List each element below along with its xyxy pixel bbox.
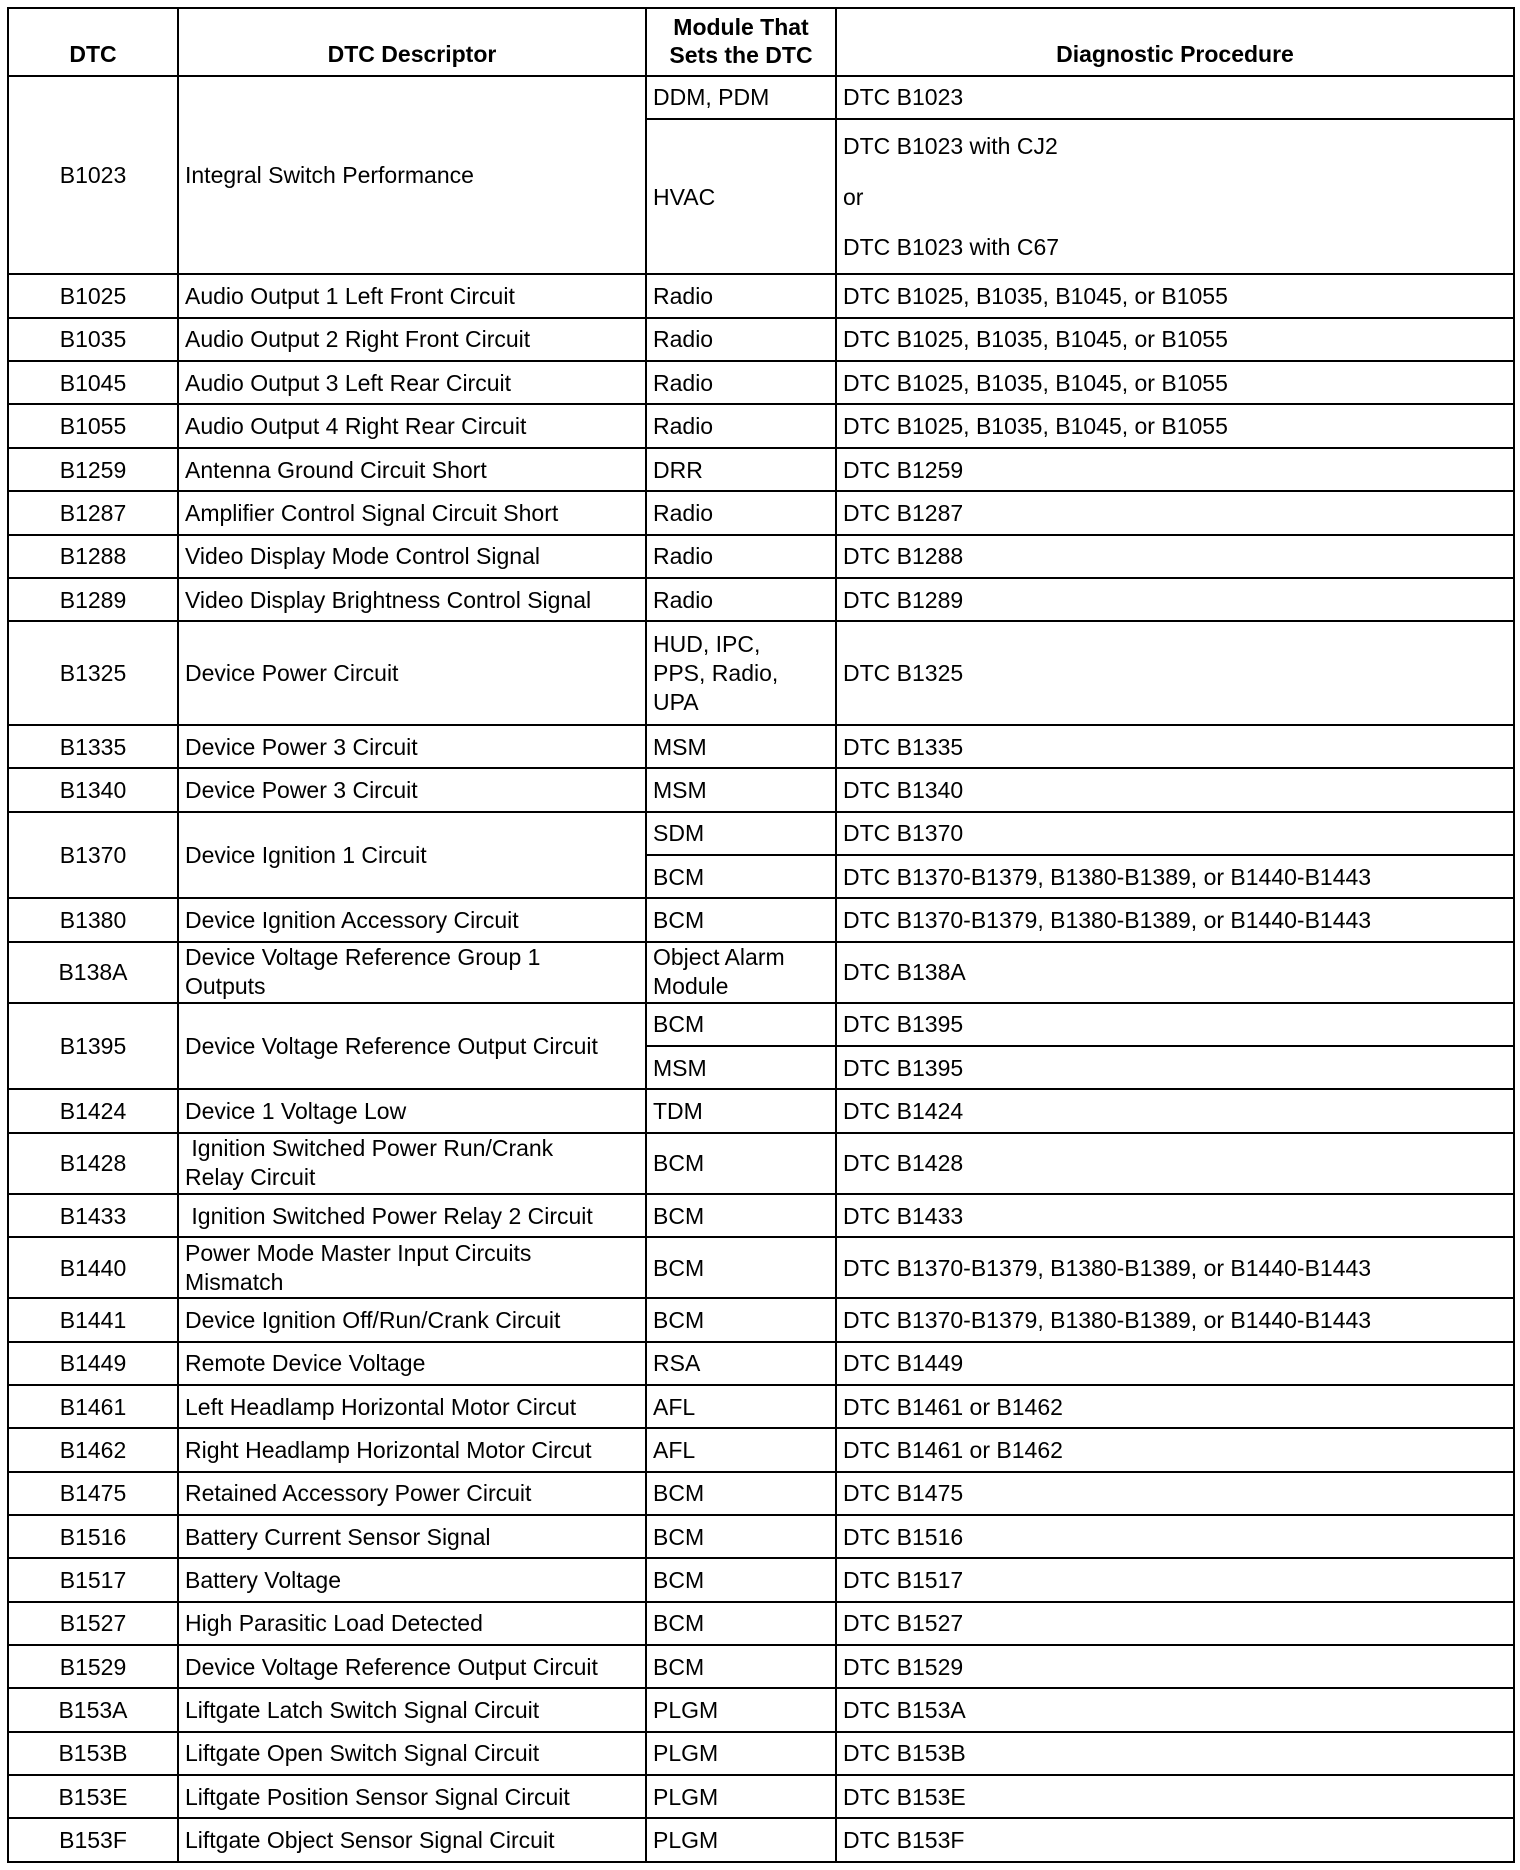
diagnostic-procedure: DTC B1424: [836, 1089, 1514, 1132]
module-name: AFL: [646, 1385, 836, 1428]
dtc-descriptor: Audio Output 1 Left Front Circuit: [178, 274, 646, 317]
dtc-descriptor-line: Ignition Switched Power Run/Crank: [185, 1135, 554, 1162]
diagnostic-procedure: DTC B1025, B1035, B1045, or B1055: [836, 404, 1514, 447]
procedure-line: DTC B1023 with C67: [843, 233, 1060, 260]
dtc-code: B1045: [8, 361, 178, 404]
dtc-descriptor: Audio Output 3 Left Rear Circuit: [178, 361, 646, 404]
module-name: BCM: [646, 855, 836, 898]
dtc-descriptor: Battery Voltage: [178, 1558, 646, 1601]
dtc-descriptor: Device Voltage Reference Output Circuit: [178, 1003, 646, 1090]
dtc-descriptor: [178, 942, 646, 1003]
dtc-descriptor: Device 1 Voltage Low: [178, 1089, 646, 1132]
table-row: [8, 1602, 1514, 1645]
table-row: [8, 76, 1514, 119]
module-name: Radio: [646, 318, 836, 361]
dtc-descriptor-line: Relay Circuit: [185, 1164, 316, 1191]
dtc-code: B1035: [8, 318, 178, 361]
table-row: [8, 1385, 1514, 1428]
module-name: BCM: [646, 1237, 836, 1298]
dtc-code: B153F: [8, 1818, 178, 1862]
table-row: [8, 1688, 1514, 1731]
table-row: [8, 1342, 1514, 1385]
module-name-line: Object Alarm: [653, 944, 785, 971]
dtc-code: B153A: [8, 1688, 178, 1731]
module-name: DRR: [646, 448, 836, 491]
header-procedure: Diagnostic Procedure: [836, 8, 1514, 76]
dtc-code: B1055: [8, 404, 178, 447]
dtc-code: B1462: [8, 1428, 178, 1471]
module-name: BCM: [646, 898, 836, 941]
dtc-descriptor: Device Power 3 Circuit: [178, 725, 646, 768]
dtc-code: B1475: [8, 1472, 178, 1515]
table-row: [8, 1133, 1514, 1194]
diagnostic-procedure: DTC B1395: [836, 1003, 1514, 1046]
dtc-code: B1023: [8, 76, 178, 274]
module-name: BCM: [646, 1645, 836, 1688]
table-row: [8, 361, 1514, 404]
module-name: Radio: [646, 361, 836, 404]
module-name: TDM: [646, 1089, 836, 1132]
dtc-descriptor: Video Display Brightness Control Signal: [178, 578, 646, 621]
dtc-descriptor: Device Ignition Off/Run/Crank Circuit: [178, 1298, 646, 1341]
dtc-descriptor: Device Voltage Reference Output Circuit: [178, 1645, 646, 1688]
dtc-descriptor: [178, 1133, 646, 1194]
diagnostic-procedure: DTC B1527: [836, 1602, 1514, 1645]
module-name-line: PPS, Radio,: [653, 659, 779, 686]
table-row: [8, 768, 1514, 811]
dtc-code: B1424: [8, 1089, 178, 1132]
module-name: DDM, PDM: [646, 76, 836, 119]
table-row: [8, 1558, 1514, 1601]
dtc-code: B138A: [8, 942, 178, 1003]
module-name-line: HUD, IPC,: [653, 630, 761, 657]
table-row: [8, 404, 1514, 447]
diagnostic-procedure: DTC B1289: [836, 578, 1514, 621]
diagnostic-procedure: DTC B1325: [836, 621, 1514, 725]
header-module-line1: Module That: [673, 14, 809, 40]
diagnostic-procedure: DTC B1370-B1379, B1380-B1389, or B1440-B1443: [836, 898, 1514, 941]
dtc-code: B1433: [8, 1194, 178, 1237]
dtc-descriptor-line: Outputs: [185, 973, 266, 1000]
table-row: [8, 1194, 1514, 1237]
diagnostic-procedure: DTC B1335: [836, 725, 1514, 768]
diagnostic-procedure: DTC B1428: [836, 1133, 1514, 1194]
dtc-code: B1449: [8, 1342, 178, 1385]
module-name: SDM: [646, 812, 836, 855]
diagnostic-procedure: DTC B153F: [836, 1818, 1514, 1862]
module-name: [646, 942, 836, 1003]
dtc-code: B1428: [8, 1133, 178, 1194]
diagnostic-procedure: DTC B1529: [836, 1645, 1514, 1688]
diagnostic-procedure: DTC B1288: [836, 535, 1514, 578]
module-name: RSA: [646, 1342, 836, 1385]
diagnostic-procedure: DTC B1517: [836, 1558, 1514, 1601]
dtc-descriptor: Audio Output 2 Right Front Circuit: [178, 318, 646, 361]
table-row: [8, 1732, 1514, 1775]
dtc-descriptor: Liftgate Position Sensor Signal Circuit: [178, 1775, 646, 1818]
dtc-descriptor: Antenna Ground Circuit Short: [178, 448, 646, 491]
dtc-code: B1288: [8, 535, 178, 578]
header-module-line2: Sets the DTC: [669, 42, 813, 68]
diagnostic-procedure: DTC B1340: [836, 768, 1514, 811]
module-name: BCM: [646, 1602, 836, 1645]
table-row: [8, 448, 1514, 491]
module-name: PLGM: [646, 1688, 836, 1731]
module-name: BCM: [646, 1003, 836, 1046]
table-row: [8, 318, 1514, 361]
dtc-descriptor: Liftgate Open Switch Signal Circuit: [178, 1732, 646, 1775]
dtc-descriptor: Video Display Mode Control Signal: [178, 535, 646, 578]
dtc-code: B1440: [8, 1237, 178, 1298]
dtc-descriptor: Left Headlamp Horizontal Motor Circut: [178, 1385, 646, 1428]
diagnostic-procedure: DTC B1025, B1035, B1045, or B1055: [836, 361, 1514, 404]
table-row: [8, 1515, 1514, 1558]
dtc-code: B1461: [8, 1385, 178, 1428]
dtc-table: [7, 7, 1515, 1863]
diagnostic-procedure: DTC B1023: [836, 76, 1514, 119]
table-row: [8, 1645, 1514, 1688]
module-name-line: Module: [653, 973, 729, 1000]
header-dtc: DTC: [8, 8, 178, 76]
header-descriptor: DTC Descriptor: [178, 8, 646, 76]
diagnostic-procedure: DTC B153A: [836, 1688, 1514, 1731]
dtc-code: B1340: [8, 768, 178, 811]
table-row: [8, 1089, 1514, 1132]
dtc-code: B1335: [8, 725, 178, 768]
dtc-descriptor: Device Ignition Accessory Circuit: [178, 898, 646, 941]
dtc-descriptor: High Parasitic Load Detected: [178, 1602, 646, 1645]
dtc-code: B153B: [8, 1732, 178, 1775]
dtc-code: B1287: [8, 491, 178, 534]
dtc-code: B1380: [8, 898, 178, 941]
table-row: [8, 535, 1514, 578]
table-row: [8, 1237, 1514, 1298]
table-row: [8, 1428, 1514, 1471]
module-name: PLGM: [646, 1775, 836, 1818]
dtc-code: B153E: [8, 1775, 178, 1818]
dtc-descriptor: Audio Output 4 Right Rear Circuit: [178, 404, 646, 447]
module-name: AFL: [646, 1428, 836, 1471]
module-name: [646, 621, 836, 725]
dtc-code: B1325: [8, 621, 178, 725]
module-name-line: UPA: [653, 688, 699, 715]
diagnostic-procedure: DTC B1449: [836, 1342, 1514, 1385]
diagnostic-procedure: DTC B1370-B1379, B1380-B1389, or B1440-B1443: [836, 855, 1514, 898]
dtc-code: B1370: [8, 812, 178, 899]
table-row: [8, 898, 1514, 941]
dtc-descriptor: Liftgate Latch Switch Signal Circuit: [178, 1688, 646, 1731]
module-name: Radio: [646, 535, 836, 578]
dtc-descriptor-line: Device Voltage Reference Group 1: [185, 944, 541, 971]
dtc-descriptor-line: Power Mode Master Input Circuits: [185, 1239, 532, 1266]
table-body: [8, 76, 1514, 1862]
module-name: BCM: [646, 1194, 836, 1237]
dtc-descriptor: Ignition Switched Power Relay 2 Circuit: [178, 1194, 646, 1237]
dtc-descriptor: Integral Switch Performance: [178, 76, 646, 274]
module-name: HVAC: [646, 119, 836, 275]
diagnostic-procedure: DTC B1370: [836, 812, 1514, 855]
diagnostic-procedure: DTC B1433: [836, 1194, 1514, 1237]
dtc-descriptor: Battery Current Sensor Signal: [178, 1515, 646, 1558]
table-row: [8, 1003, 1514, 1046]
dtc-descriptor: [178, 1237, 646, 1298]
dtc-code: B1025: [8, 274, 178, 317]
dtc-code: B1527: [8, 1602, 178, 1645]
module-name: BCM: [646, 1298, 836, 1341]
dtc-descriptor: Liftgate Object Sensor Signal Circuit: [178, 1818, 646, 1862]
procedure-line: or: [843, 183, 864, 210]
table-row: [8, 274, 1514, 317]
dtc-descriptor: Device Power 3 Circuit: [178, 768, 646, 811]
dtc-code: B1516: [8, 1515, 178, 1558]
module-name: Radio: [646, 274, 836, 317]
table-row: [8, 1818, 1514, 1862]
diagnostic-procedure: DTC B1370-B1379, B1380-B1389, or B1440-B1443: [836, 1298, 1514, 1341]
module-name: MSM: [646, 768, 836, 811]
table-row: [8, 1472, 1514, 1515]
dtc-code: B1529: [8, 1645, 178, 1688]
table-row: [8, 1775, 1514, 1818]
table-row: [8, 578, 1514, 621]
diagnostic-procedure: DTC B1259: [836, 448, 1514, 491]
dtc-descriptor-line: Mismatch: [185, 1268, 284, 1295]
module-name: BCM: [646, 1472, 836, 1515]
table-row: [8, 812, 1514, 855]
diagnostic-procedure: DTC B1516: [836, 1515, 1514, 1558]
module-name: Radio: [646, 404, 836, 447]
module-name: PLGM: [646, 1818, 836, 1862]
diagnostic-procedure: DTC B138A: [836, 942, 1514, 1003]
dtc-code: B1259: [8, 448, 178, 491]
diagnostic-procedure: DTC B1461 or B1462: [836, 1385, 1514, 1428]
dtc-descriptor: Device Power Circuit: [178, 621, 646, 725]
dtc-code: B1289: [8, 578, 178, 621]
module-name: Radio: [646, 491, 836, 534]
dtc-descriptor: Right Headlamp Horizontal Motor Circut: [178, 1428, 646, 1471]
dtc-descriptor: Retained Accessory Power Circuit: [178, 1472, 646, 1515]
diagnostic-procedure: DTC B1370-B1379, B1380-B1389, or B1440-B1443: [836, 1237, 1514, 1298]
diagnostic-procedure: DTC B1025, B1035, B1045, or B1055: [836, 318, 1514, 361]
header-row: [8, 8, 1514, 76]
diagnostic-procedure: [836, 119, 1514, 275]
diagnostic-procedure: DTC B1287: [836, 491, 1514, 534]
diagnostic-procedure: DTC B1461 or B1462: [836, 1428, 1514, 1471]
module-name: MSM: [646, 1046, 836, 1089]
diagnostic-procedure: DTC B153E: [836, 1775, 1514, 1818]
diagnostic-procedure: DTC B1025, B1035, B1045, or B1055: [836, 274, 1514, 317]
dtc-code: B1517: [8, 1558, 178, 1601]
procedure-line: DTC B1023 with CJ2: [843, 132, 1058, 159]
module-name: BCM: [646, 1558, 836, 1601]
module-name: Radio: [646, 578, 836, 621]
module-name: PLGM: [646, 1732, 836, 1775]
diagnostic-procedure: DTC B153B: [836, 1732, 1514, 1775]
header-module: [646, 8, 836, 76]
diagnostic-procedure: DTC B1395: [836, 1046, 1514, 1089]
dtc-descriptor: Remote Device Voltage: [178, 1342, 646, 1385]
dtc-descriptor: Amplifier Control Signal Circuit Short: [178, 491, 646, 534]
diagnostic-procedure: DTC B1475: [836, 1472, 1514, 1515]
dtc-code: B1441: [8, 1298, 178, 1341]
table-row: [8, 1298, 1514, 1341]
table-row: [8, 621, 1514, 725]
table-row: [8, 725, 1514, 768]
module-name: MSM: [646, 725, 836, 768]
table-row: [8, 491, 1514, 534]
module-name: BCM: [646, 1133, 836, 1194]
table-row: [8, 942, 1514, 1003]
dtc-code: B1395: [8, 1003, 178, 1090]
dtc-descriptor: Device Ignition 1 Circuit: [178, 812, 646, 899]
module-name: BCM: [646, 1515, 836, 1558]
